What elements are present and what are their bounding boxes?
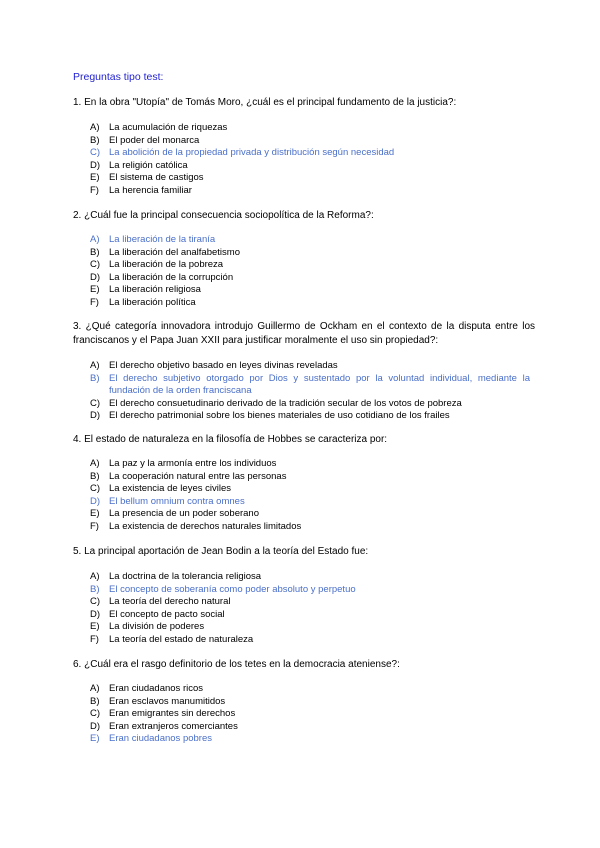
option-1b: B) El poder del monarca bbox=[90, 134, 200, 146]
option-5f: F) La teoría del estado de naturaleza bbox=[90, 633, 254, 645]
question-1-options bbox=[90, 122, 530, 197]
question-3: 3. ¿Qué categoría innovadora introdujo Guillermo de Ockham en el contexto de la disputa entre los franciscanos y el Papa Juan XXII para justificar moralmente el uso sin propiedad?: bbox=[73, 321, 535, 346]
question-5: 5. La principal aportación de Jean Bodin a la teoría del Estado fue: bbox=[73, 546, 369, 557]
option-3c: C) El derecho consuetudinario derivado de la tradición secular de los votos de pobreza bbox=[90, 397, 462, 409]
question-6: 6. ¿Cuál era el rasgo definitorio de los tetes en la democracia ateniense?: bbox=[73, 659, 400, 670]
option-1c-correct: C) La abolición de la propiedad privada y distribución según necesidad bbox=[90, 147, 395, 158]
question-2-options bbox=[90, 234, 530, 309]
option-4e: E) La presencia de un poder soberano bbox=[90, 508, 260, 519]
option-4d-correct: D) El bellum omnium contra omnes bbox=[90, 495, 245, 507]
question-1: 1. En la obra "Utopía" de Tomás Moro, ¿cuál es el principal fundamento de la justicia?: bbox=[73, 97, 457, 108]
option-5c: C) La teoría del derecho natural bbox=[90, 596, 231, 607]
option-2d: D) La liberación de la corrupción bbox=[90, 271, 234, 283]
option-6d: D) Eran extranjeros comerciantes bbox=[90, 720, 238, 732]
option-4f: F) La existencia de derechos naturales limitados bbox=[90, 520, 302, 532]
option-2b: B) La liberación del analfabetismo bbox=[90, 246, 240, 258]
option-2a-correct: A) La liberación de la tiranía bbox=[90, 234, 216, 245]
question-2: 2. ¿Cuál fue la principal consecuencia sociopolítica de la Reforma?: bbox=[73, 210, 374, 221]
question-4-options bbox=[90, 458, 530, 533]
question-6-options bbox=[90, 683, 530, 746]
option-2c: C) La liberación de la pobreza bbox=[90, 259, 224, 270]
option-1d: D) La religión católica bbox=[90, 159, 188, 171]
question-3-options bbox=[90, 360, 530, 423]
option-6b: B) Eran esclavos manumitidos bbox=[90, 695, 226, 707]
option-1a: A) La acumulación de riquezas bbox=[90, 122, 228, 133]
question-4: 4. El estado de naturaleza en la filosofía de Hobbes se caracteriza por: bbox=[73, 434, 388, 445]
page-heading: Preguntas tipo test: bbox=[73, 71, 164, 83]
option-2f: F) La liberación política bbox=[90, 296, 196, 308]
option-5b-correct: B) El concepto de soberanía como poder absoluto y perpetuo bbox=[90, 583, 356, 595]
option-5e: E) La división de poderes bbox=[90, 621, 205, 632]
option-6a: A) Eran ciudadanos ricos bbox=[90, 683, 203, 694]
option-2e: E) La liberación religiosa bbox=[90, 284, 201, 295]
option-4c: C) La existencia de leyes civiles bbox=[90, 483, 231, 494]
option-3a: A) El derecho objetivo basado en leyes divinas reveladas bbox=[90, 360, 338, 371]
option-6c: C) Eran emigrantes sin derechos bbox=[90, 708, 236, 719]
option-3b-correct: B) El derecho subjetivo otorgado por Dios y sustentado por la voluntad individual, mediante la fundación de la orden franciscana bbox=[90, 372, 530, 396]
option-4b: B) La cooperación natural entre las personas bbox=[90, 470, 287, 482]
option-1f: F) La herencia familiar bbox=[90, 184, 192, 196]
option-6e-correct: E) Eran ciudadanos pobres bbox=[90, 733, 212, 744]
option-3d: D) El derecho patrimonial sobre los bienes materiales de uso cotidiano de los frailes bbox=[90, 410, 450, 421]
option-4a: A) La paz y la armonía entre los individuos bbox=[90, 458, 277, 469]
option-5a: A) La doctrina de la tolerancia religiosa bbox=[90, 571, 262, 582]
option-5d: D) El concepto de pacto social bbox=[90, 608, 225, 620]
question-5-options bbox=[90, 571, 530, 646]
option-1e: E) El sistema de castigos bbox=[90, 172, 204, 183]
